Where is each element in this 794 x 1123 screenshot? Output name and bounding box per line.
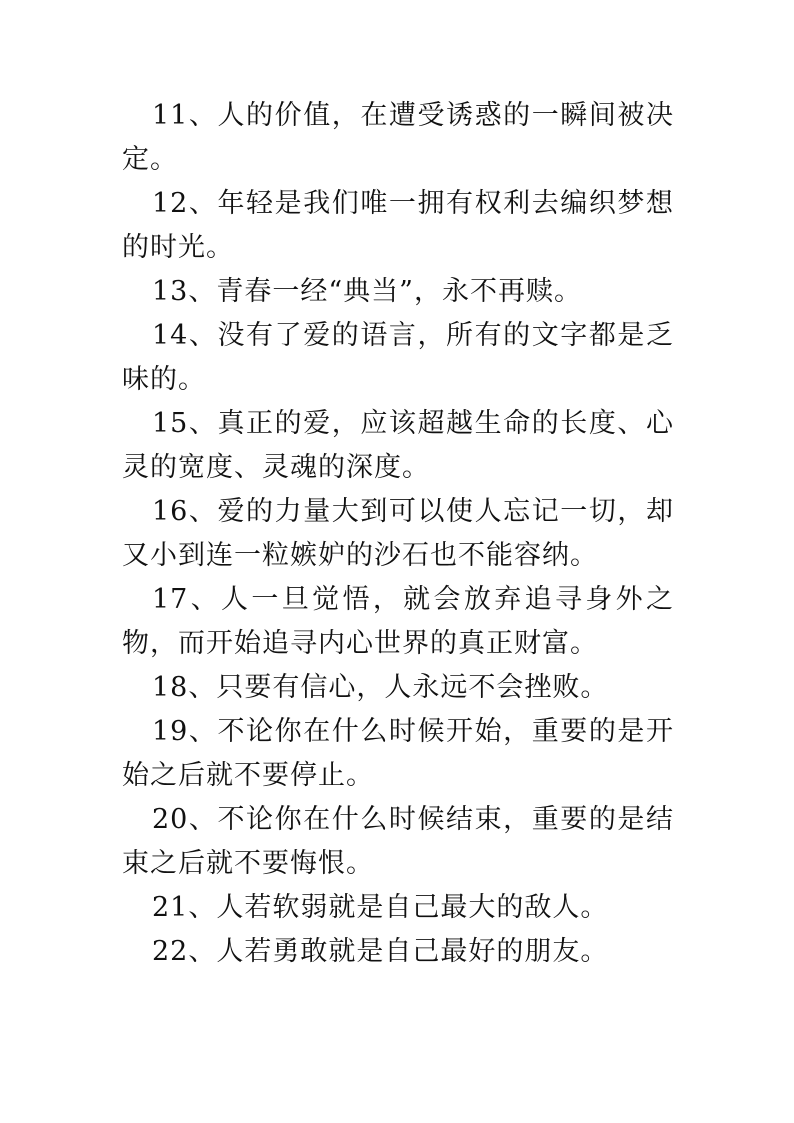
paragraph-22: 22、人若勇敢就是自己最好的朋友。 [152,936,609,967]
document-body [122,94,674,974]
paragraph-12: 12、年轻是我们唯一拥有权利去编织梦想的时光。 [122,188,674,263]
paragraph-11: 11、人的价值，在遭受诱惑的一瞬间被决定。 [122,100,674,175]
paragraph-20: 20、不论你在什么时候结束，重要的是结束之后就不要悔恨。 [122,804,674,879]
paragraph-13: 13、青春一经“典当”，永不再赎。 [152,276,582,307]
paragraph-14: 14、没有了爱的语言，所有的文字都是乏味的。 [122,320,674,395]
paragraph-21: 21、人若软弱就是自己最大的敌人。 [152,892,609,923]
paragraph-16: 16、爱的力量大到可以使人忘记一切，却又小到连一粒嫉妒的沙石也不能容纳。 [122,496,674,571]
paragraph-15: 15、真正的爱，应该超越生命的长度、心灵的宽度、灵魂的深度。 [122,408,674,483]
paragraph-19: 19、不论你在什么时候开始，重要的是开始之后就不要停止。 [122,716,674,791]
paragraph-18: 18、只要有信心，人永远不会挫败。 [152,672,609,703]
paragraph-17: 17、人一旦觉悟，就会放弃追寻身外之物，而开始追寻内心世界的真正财富。 [122,584,674,659]
